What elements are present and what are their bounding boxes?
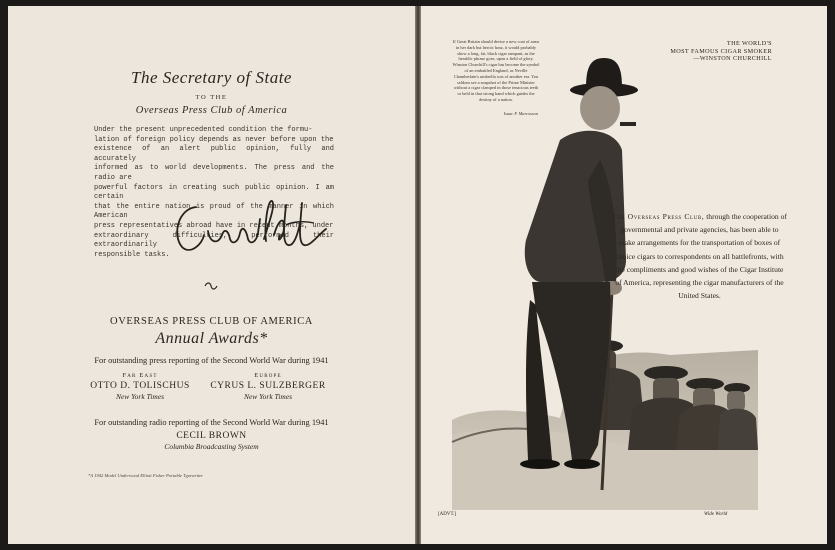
churchill-quote: If Great Britain should devise a new coat of arms in her dark but heroic hour, it would probably show a long, fat, black cigar rampant, as the heraldic phrase goes, upon a field of glory. Winston Churchill's cigar has become the symbol of an embattled England, as Neville Chamberlain's umbrella was of another era. You seldom see a snapshot of the Prime Minister without a cigar clamped in those tenacious teeth or held in that strong hand which guides the destiny of a nation. xyxy=(452,39,540,102)
europe-award xyxy=(168,372,368,401)
ad-lead: The Overseas Press Club, xyxy=(612,212,705,221)
addressee: Overseas Press Club of America xyxy=(135,105,288,116)
caption-line-2: MOST FAMOUS CIGAR SMOKER xyxy=(670,47,772,55)
europe-region: Europe xyxy=(254,372,282,379)
caption-line-1: THE WORLD'S xyxy=(726,40,772,47)
radio-winner: CECIL BROWN xyxy=(176,431,247,441)
caption-line-3: —WINSTON CHURCHILL xyxy=(693,55,772,63)
europe-paper: New York Times xyxy=(243,392,293,401)
ad-body: through the cooperation of governmental and private agencies, has been able to make arrangements for the transportation of boxes of choice cigars to correspondents on all battlefronts, with the compliments and good wishes of the Cigar Institute of America, representing the cigar manufacturers of the United States. xyxy=(615,212,787,301)
radio-award-description: For outstanding radio reporting of the Second World War during 1941 xyxy=(94,418,329,427)
far-east-paper: New York Times xyxy=(115,392,165,401)
awards-title: Annual Awards* xyxy=(155,330,268,347)
quote-attribution: Isaac F. Marcosson xyxy=(503,111,538,116)
to-the-label: TO THE xyxy=(195,94,228,101)
press-award-description: For outstanding press reporting of the Second World War during 1941 xyxy=(94,356,329,365)
photo-credit: Wide World xyxy=(704,512,728,517)
far-east-region: Far East xyxy=(122,372,158,379)
club-name: OVERSEAS PRESS CLUB OF AMERICA xyxy=(110,316,313,327)
far-east-winner: OTTO D. TOLISCHUS xyxy=(90,381,190,391)
letter-body: Under the present unprecedented condition the formu- lation of foreign policy depends as never before upon the existence of an alert public opinion, fully and accurately informed as to world developments. The press and the radio are powerful factors in creating such public opinion. I am certain that the entire nation is proud of the manner in which American press representatives abroad have in recent months, under extraordinary difficulties, performed their extraordinarily responsible tasks. xyxy=(94,126,334,259)
radio-network: Columbia Broadcasting System xyxy=(164,442,259,451)
europe-winner: CYRUS L. SULZBERGER xyxy=(210,381,326,391)
footnote: *A 1942 Model Underwood Elliott Fisher Portable Typewriter xyxy=(88,473,204,478)
advertisement-label: [ADVT.] xyxy=(438,512,457,517)
ornament-icon xyxy=(204,282,218,290)
letter-title: The Secretary of State xyxy=(131,68,292,87)
photo-caption xyxy=(640,40,772,63)
signature-image xyxy=(168,195,338,265)
advertisement-text xyxy=(612,210,787,302)
